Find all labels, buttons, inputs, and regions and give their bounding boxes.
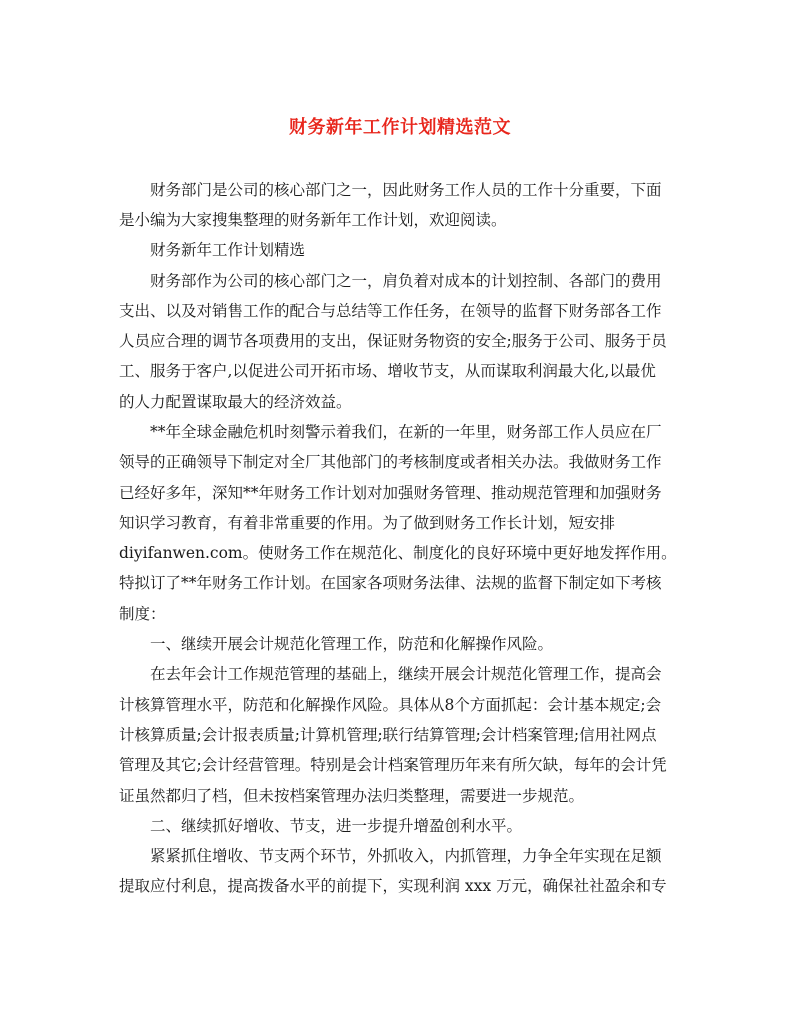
line-text: diyifanwen.com。使财务工作在规范化、制度化的良好环境中更好地发挥作用。	[119, 544, 677, 562]
line-text: 二、继续抓好增收、节支，进一步提升增盈创利水平。	[150, 817, 523, 835]
line-text: 工、服务于客户,以促进公司开拓市场、增收节支，从而谋取利润最大化,以最优	[119, 362, 656, 380]
paragraph-line	[0, 359, 800, 383]
paragraph-line	[0, 541, 800, 565]
paragraph-line	[0, 662, 800, 686]
line-text: 特拟订了**年财务工作计划。在国家各项财务法律、法规的监督下制定如下考核	[119, 574, 662, 592]
line-text: 财务新年工作计划精选	[150, 241, 306, 259]
line-text: **年全球金融危机时刻警示着我们，在新的一年里，财务部工作人员应在厂	[150, 423, 662, 441]
paragraph-line	[0, 481, 800, 505]
line-text: 管理及其它;会计经营管理。特别是会计档案管理历年来有所欠缺，每年的会计凭	[119, 756, 667, 774]
paragraph-line	[0, 269, 800, 293]
paragraph-line	[0, 238, 800, 262]
line-text: 已经好多年，深知**年财务工作计划对加强财务管理、推动规范管理和加强财务	[119, 484, 662, 502]
document-title: 财务新年工作计划精选范文	[289, 117, 511, 138]
line-text: 计核算管理水平，防范和化解操作风险。具体从8个方面抓起：会计基本规定;会	[119, 696, 662, 714]
line-text: 计核算质量;会计报表质量;计算机管理;联行结算管理;会计档案管理;信用社网点	[119, 726, 657, 744]
paragraph-line	[0, 208, 800, 232]
line-text: 人员应合理的调节各项费用的支出，保证财务物资的安全;服务于公司、服务于员	[119, 332, 667, 350]
paragraph-line	[0, 814, 800, 838]
paragraph-line	[0, 420, 800, 444]
paragraph-line	[0, 844, 800, 868]
line-text: 提取应付利息，提高拨备水平的前提下，实现利润 xxx 万元，确保社社盈余和专	[119, 877, 667, 895]
paragraph-line	[0, 874, 800, 898]
paragraph-line	[0, 571, 800, 595]
line-text: 一、继续开展会计规范化管理工作，防范和化解操作风险。	[150, 635, 554, 653]
paragraph-line	[0, 390, 800, 414]
paragraph-line	[0, 329, 800, 353]
paragraph-line	[0, 784, 800, 808]
paragraph-line	[0, 723, 800, 747]
line-text: 财务部门是公司的核心部门之一，因此财务工作人员的工作十分重要，下面	[150, 181, 662, 199]
paragraph-line	[0, 178, 800, 202]
line-text: 证虽然都归了档，但未按档案管理办法归类整理，需要进一步规范。	[119, 787, 585, 805]
line-text: 制度：	[119, 605, 166, 623]
line-text: 是小编为大家搜集整理的财务新年工作计划，欢迎阅读。	[119, 211, 507, 229]
line-text: 紧紧抓住增收、节支两个环节，外抓收入，内抓管理，力争全年实现在足额	[150, 847, 662, 865]
line-text: 在去年会计工作规范管理的基础上，继续开展会计规范化管理工作，提高会	[150, 665, 662, 683]
paragraph-line	[0, 693, 800, 717]
paragraph-line	[0, 450, 800, 474]
line-text: 支出、以及对销售工作的配合与总结等工作任务，在领导的监督下财务部各工作	[119, 302, 662, 320]
line-text: 领导的正确领导下制定对全厂其他部门的考核制度或者相关办法。我做财务工作	[119, 453, 662, 471]
paragraph-line	[0, 632, 800, 656]
paragraph-line	[0, 511, 800, 535]
paragraph-line	[0, 602, 800, 626]
line-text: 的人力配置谋取最大的经济效益。	[119, 393, 352, 411]
paragraph-line	[0, 299, 800, 323]
line-text: 知识学习教育，有着非常重要的作用。为了做到财务工作长计划，短安排	[119, 514, 616, 532]
line-text: 财务部作为公司的核心部门之一，肩负着对成本的计划控制、各部门的费用	[150, 272, 662, 290]
paragraph-line	[0, 753, 800, 777]
